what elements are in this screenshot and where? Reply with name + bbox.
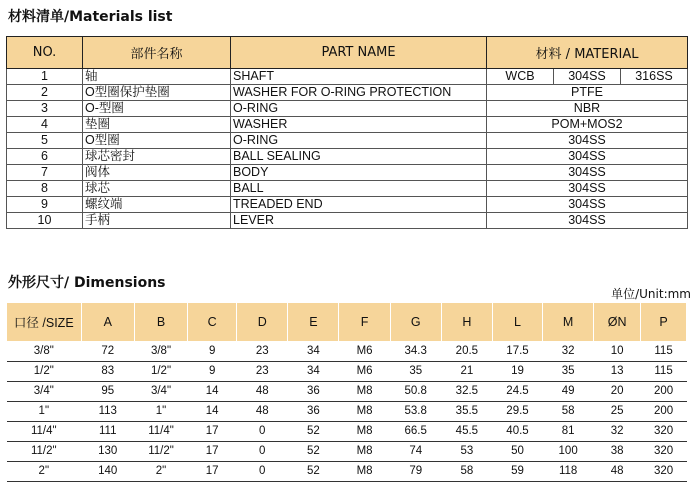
dim-cell: 23 xyxy=(237,362,288,382)
dim-cell: 24.5 xyxy=(492,382,542,402)
dim-cell: 320 xyxy=(641,422,687,442)
dim-cell: 36 xyxy=(288,402,339,422)
dimensions-header-row xyxy=(7,303,687,342)
unit-label: 单位/Unit:mm xyxy=(611,287,691,301)
dimensions-title: 外形尺寸/ Dimensions xyxy=(8,275,166,291)
dim-cell: 53.8 xyxy=(390,402,441,422)
dim-cell: 1/2" xyxy=(134,362,187,382)
part-name-cn: O-型圈 xyxy=(83,101,231,117)
dim-header-cell: F xyxy=(339,303,390,342)
dim-cell: 100 xyxy=(543,442,594,462)
dim-cell: 3/8" xyxy=(134,342,187,362)
dim-cell: 320 xyxy=(641,462,687,482)
dim-cell: 113 xyxy=(81,402,134,422)
materials-row xyxy=(7,133,688,149)
dim-cell: 11/2" xyxy=(7,442,82,462)
dim-cell: 95 xyxy=(81,382,134,402)
dim-cell: 74 xyxy=(390,442,441,462)
dim-cell: 58 xyxy=(441,462,492,482)
header-part-name: PART NAME xyxy=(231,37,487,69)
materials-row xyxy=(7,213,688,229)
materials-title: 材料清单/Materials list xyxy=(8,9,173,25)
materials-row xyxy=(7,69,688,85)
dim-cell: M8 xyxy=(339,422,390,442)
part-material: PTFE xyxy=(487,85,688,101)
dim-cell: 1/2" xyxy=(7,362,82,382)
dim-cell: 118 xyxy=(543,462,594,482)
dim-cell: 14 xyxy=(188,402,237,422)
dimensions-row xyxy=(7,402,687,422)
dim-header-cell: B xyxy=(134,303,187,342)
part-name-en: O-RING xyxy=(231,133,487,149)
part-number: 9 xyxy=(7,197,83,213)
materials-row xyxy=(7,149,688,165)
part-number: 7 xyxy=(7,165,83,181)
dim-cell: 32.5 xyxy=(441,382,492,402)
dim-cell: 10 xyxy=(594,342,641,362)
dim-cell: 52 xyxy=(288,422,339,442)
dim-cell: 52 xyxy=(288,462,339,482)
dim-cell: 49 xyxy=(543,382,594,402)
dim-header-cell: E xyxy=(288,303,339,342)
dim-cell: 50.8 xyxy=(390,382,441,402)
dim-cell: M8 xyxy=(339,402,390,422)
dim-cell: 35 xyxy=(543,362,594,382)
dim-header-cell: G xyxy=(390,303,441,342)
dim-cell: 11/4" xyxy=(134,422,187,442)
dim-cell: 14 xyxy=(188,382,237,402)
materials-row xyxy=(7,117,688,133)
part-number: 3 xyxy=(7,101,83,117)
part-name-en: BALL xyxy=(231,181,487,197)
dim-cell: 34.3 xyxy=(390,342,441,362)
part-name-cn: 螺纹端 xyxy=(83,197,231,213)
dim-cell: 3/4" xyxy=(7,382,82,402)
dim-cell: 200 xyxy=(641,382,687,402)
dim-header-cell: C xyxy=(188,303,237,342)
part-name-cn: 阀体 xyxy=(83,165,231,181)
part-number: 4 xyxy=(7,117,83,133)
dim-header-cell: H xyxy=(441,303,492,342)
part-number: 2 xyxy=(7,85,83,101)
part-number: 1 xyxy=(7,69,83,85)
dim-cell: 66.5 xyxy=(390,422,441,442)
dim-cell: M6 xyxy=(339,362,390,382)
dim-cell: 200 xyxy=(641,402,687,422)
dim-cell: 35.5 xyxy=(441,402,492,422)
material-option: WCB xyxy=(505,69,535,83)
dim-cell: 17.5 xyxy=(492,342,542,362)
part-number: 6 xyxy=(7,149,83,165)
part-name-en: O-RING xyxy=(231,101,487,117)
dimensions-row xyxy=(7,422,687,442)
dimensions-row xyxy=(7,362,687,382)
dim-cell: 17 xyxy=(188,442,237,462)
part-material: POM+MOS2 xyxy=(487,117,688,133)
dimensions-row xyxy=(7,442,687,462)
materials-header-row xyxy=(7,37,688,69)
dim-cell: 25 xyxy=(594,402,641,422)
dim-cell: 53 xyxy=(441,442,492,462)
part-number: 10 xyxy=(7,213,83,229)
dimensions-table xyxy=(6,302,687,482)
dim-cell: 21 xyxy=(441,362,492,382)
dim-cell: 2" xyxy=(134,462,187,482)
part-material: 304SS xyxy=(487,165,688,181)
dim-header-cell: 口径 /SIZE xyxy=(7,303,82,342)
part-number: 5 xyxy=(7,133,83,149)
dim-cell: 0 xyxy=(237,442,288,462)
part-name-cn: 轴 xyxy=(83,69,231,85)
dim-cell: 1" xyxy=(7,402,82,422)
dim-cell: 72 xyxy=(81,342,134,362)
dim-cell: 23 xyxy=(237,342,288,362)
part-material: 304SS xyxy=(487,213,688,229)
part-material: NBR xyxy=(487,101,688,117)
dim-cell: 3/8" xyxy=(7,342,82,362)
part-name-cn: O型圈保护垫圈 xyxy=(83,85,231,101)
dim-cell: 11/4" xyxy=(7,422,82,442)
dim-cell: 59 xyxy=(492,462,542,482)
dim-cell: 19 xyxy=(492,362,542,382)
header-no: NO. xyxy=(7,37,83,69)
dim-cell: 36 xyxy=(288,382,339,402)
dim-cell: 48 xyxy=(237,382,288,402)
dim-cell: 140 xyxy=(81,462,134,482)
dim-cell: 9 xyxy=(188,342,237,362)
header-material: 材料 / MATERIAL xyxy=(487,37,688,69)
part-name-cn: 手柄 xyxy=(83,213,231,229)
part-name-en: TREADED END xyxy=(231,197,487,213)
materials-row xyxy=(7,165,688,181)
dim-cell: 34 xyxy=(288,362,339,382)
dim-cell: 0 xyxy=(237,422,288,442)
dim-cell: 50 xyxy=(492,442,542,462)
dim-header-cell: P xyxy=(641,303,687,342)
dim-cell: M8 xyxy=(339,462,390,482)
dim-cell: 3/4" xyxy=(134,382,187,402)
part-name-en: BODY xyxy=(231,165,487,181)
part-name-en: WASHER xyxy=(231,117,487,133)
part-name-cn: 垫圈 xyxy=(83,117,231,133)
part-number: 8 xyxy=(7,181,83,197)
dim-cell: 52 xyxy=(288,442,339,462)
dim-cell: 13 xyxy=(594,362,641,382)
materials-table xyxy=(6,36,688,229)
dim-cell: 11/2" xyxy=(134,442,187,462)
dim-cell: 0 xyxy=(237,462,288,482)
dim-cell: 130 xyxy=(81,442,134,462)
dim-cell: 45.5 xyxy=(441,422,492,442)
dim-cell: 17 xyxy=(188,462,237,482)
part-material: 304SS xyxy=(487,149,688,165)
part-name-cn: O型圈 xyxy=(83,133,231,149)
part-material: 304SS xyxy=(487,181,688,197)
part-name-en: SHAFT xyxy=(231,69,487,85)
dim-cell: 29.5 xyxy=(492,402,542,422)
dim-cell: M8 xyxy=(339,382,390,402)
dim-cell: 81 xyxy=(543,422,594,442)
dim-cell: 35 xyxy=(390,362,441,382)
part-material: 304SS xyxy=(487,197,688,213)
materials-row xyxy=(7,197,688,213)
material-option: 316SS xyxy=(620,69,687,84)
dim-header-cell: A xyxy=(81,303,134,342)
dim-cell: 115 xyxy=(641,362,687,382)
dimensions-row xyxy=(7,342,687,362)
material-option: 304SS xyxy=(553,69,620,84)
dim-cell: 2" xyxy=(7,462,82,482)
dim-cell: 79 xyxy=(390,462,441,482)
dim-cell: 1" xyxy=(134,402,187,422)
dimensions-row xyxy=(7,462,687,482)
dim-cell: M8 xyxy=(339,442,390,462)
part-name-en: WASHER FOR O-RING PROTECTION xyxy=(231,85,487,101)
materials-row xyxy=(7,101,688,117)
part-name-cn: 球芯 xyxy=(83,181,231,197)
materials-row xyxy=(7,181,688,197)
part-material xyxy=(487,69,688,85)
dim-header-cell: ØN xyxy=(594,303,641,342)
header-part-name-cn: 部件名称 xyxy=(83,37,231,69)
dim-cell: M6 xyxy=(339,342,390,362)
dim-cell: 48 xyxy=(237,402,288,422)
dim-header-cell: D xyxy=(237,303,288,342)
dimensions-row xyxy=(7,382,687,402)
part-name-en: BALL SEALING xyxy=(231,149,487,165)
dim-header-cell: M xyxy=(543,303,594,342)
dim-cell: 38 xyxy=(594,442,641,462)
dim-cell: 9 xyxy=(188,362,237,382)
dim-cell: 17 xyxy=(188,422,237,442)
dim-cell: 20.5 xyxy=(441,342,492,362)
dim-cell: 83 xyxy=(81,362,134,382)
dim-cell: 58 xyxy=(543,402,594,422)
dim-cell: 115 xyxy=(641,342,687,362)
materials-row xyxy=(7,85,688,101)
part-material: 304SS xyxy=(487,133,688,149)
dim-cell: 320 xyxy=(641,442,687,462)
dim-cell: 48 xyxy=(594,462,641,482)
dim-cell: 32 xyxy=(594,422,641,442)
dim-cell: 111 xyxy=(81,422,134,442)
part-name-en: LEVER xyxy=(231,213,487,229)
dim-cell: 32 xyxy=(543,342,594,362)
dim-cell: 40.5 xyxy=(492,422,542,442)
dim-header-cell: L xyxy=(492,303,542,342)
dim-cell: 34 xyxy=(288,342,339,362)
part-name-cn: 球芯密封 xyxy=(83,149,231,165)
dim-cell: 20 xyxy=(594,382,641,402)
